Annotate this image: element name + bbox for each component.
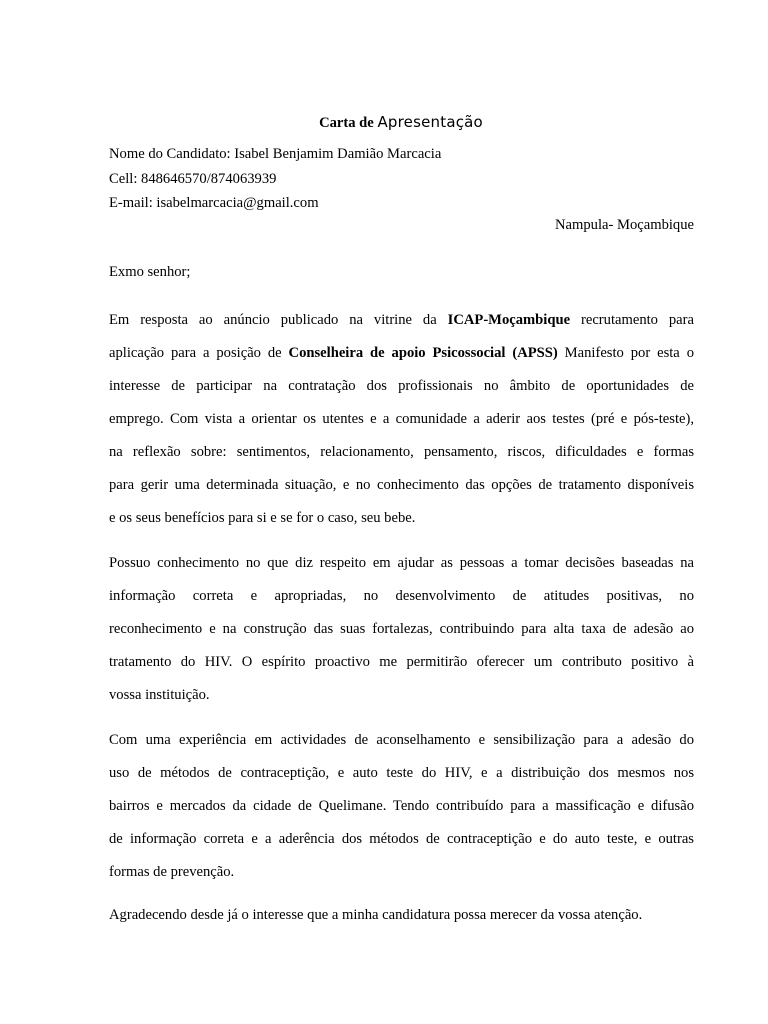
paragraph-line: bairros e mercados da cidade de Quelimane. Tendo contribuído para a massificação e difusão bbox=[109, 798, 694, 814]
letter-title bbox=[0, 113, 768, 132]
paragraph-line: interesse de participar na contratação dos profissionais no âmbito de oportunidades de bbox=[109, 378, 694, 394]
position-name: Conselheira de apoio Psicossocial (APSS) bbox=[288, 345, 558, 361]
paragraph-line: e os seus benefícios para si e se for o caso, seu bebe. bbox=[109, 510, 416, 526]
paragraph-line: informação correta e apropriadas, no desenvolvimento de atitudes positivas, no bbox=[109, 588, 694, 604]
organization-name: ICAP-Moçambique bbox=[447, 312, 571, 328]
closing-sentence: Agradecendo desde já o interesse que a minha candidatura possa merecer da vossa atenção. bbox=[109, 907, 643, 923]
paragraph-line: reconhecimento e na construção das suas fortalezas, contribuindo para alta taxa de adesão ao bbox=[109, 621, 694, 637]
location: Nampula- Moçambique bbox=[554, 217, 694, 233]
paragraph-line: de informação correta e a aderência dos métodos de contraceptição e do auto teste, e outras bbox=[109, 831, 694, 847]
paragraph-line: para gerir uma determinada situação, e no conhecimento das opções de tratamento disponíveis bbox=[109, 477, 694, 493]
email-address: E-mail: isabelmarcacia@gmail.com bbox=[109, 195, 319, 211]
paragraph-line: aplicação para a posição de Conselheira de apoio Psicossocial (APSS) Manifesto por esta o bbox=[109, 345, 694, 361]
cell-phone: Cell: 848646570/874063939 bbox=[109, 171, 277, 187]
paragraph-line: vossa instituição. bbox=[109, 687, 210, 703]
title-main: Apresentação bbox=[377, 113, 483, 131]
paragraph-line: Com uma experiência em actividades de aconselhamento e sensibilização para a adesão do bbox=[109, 732, 694, 748]
paragraph-line: uso de métodos de contraceptição, e auto teste do HIV, e a distribuição dos mesmos nos bbox=[109, 765, 694, 781]
paragraph-line: Possuo conhecimento no que diz respeito em ajudar as pessoas a tomar decisões baseadas na bbox=[109, 555, 694, 571]
paragraph-3 bbox=[109, 732, 694, 897]
salutation: Exmo senhor; bbox=[109, 264, 191, 280]
paragraph-line: Em resposta ao anúncio publicado na vitrine da ICAP-Moçambique recrutamento para bbox=[109, 312, 694, 328]
paragraph-line: tratamento do HIV. O espírito proactivo me permitirão oferecer um contributo positivo à bbox=[109, 654, 694, 670]
paragraph-line: na reflexão sobre: sentimentos, relacionamento, pensamento, riscos, dificuldades e formas bbox=[109, 444, 694, 460]
paragraph-line: formas de prevenção. bbox=[109, 864, 235, 880]
paragraph-2 bbox=[109, 555, 694, 720]
title-prefix: Carta de bbox=[319, 115, 378, 131]
paragraph-line: emprego. Com vista a orientar os utentes e a comunidade a aderir aos testes (pré e pós-teste), bbox=[109, 411, 694, 427]
candidate-name: Nome do Candidato: Isabel Benjamim Damião Marcacia bbox=[109, 146, 442, 162]
paragraph-1 bbox=[109, 312, 694, 543]
